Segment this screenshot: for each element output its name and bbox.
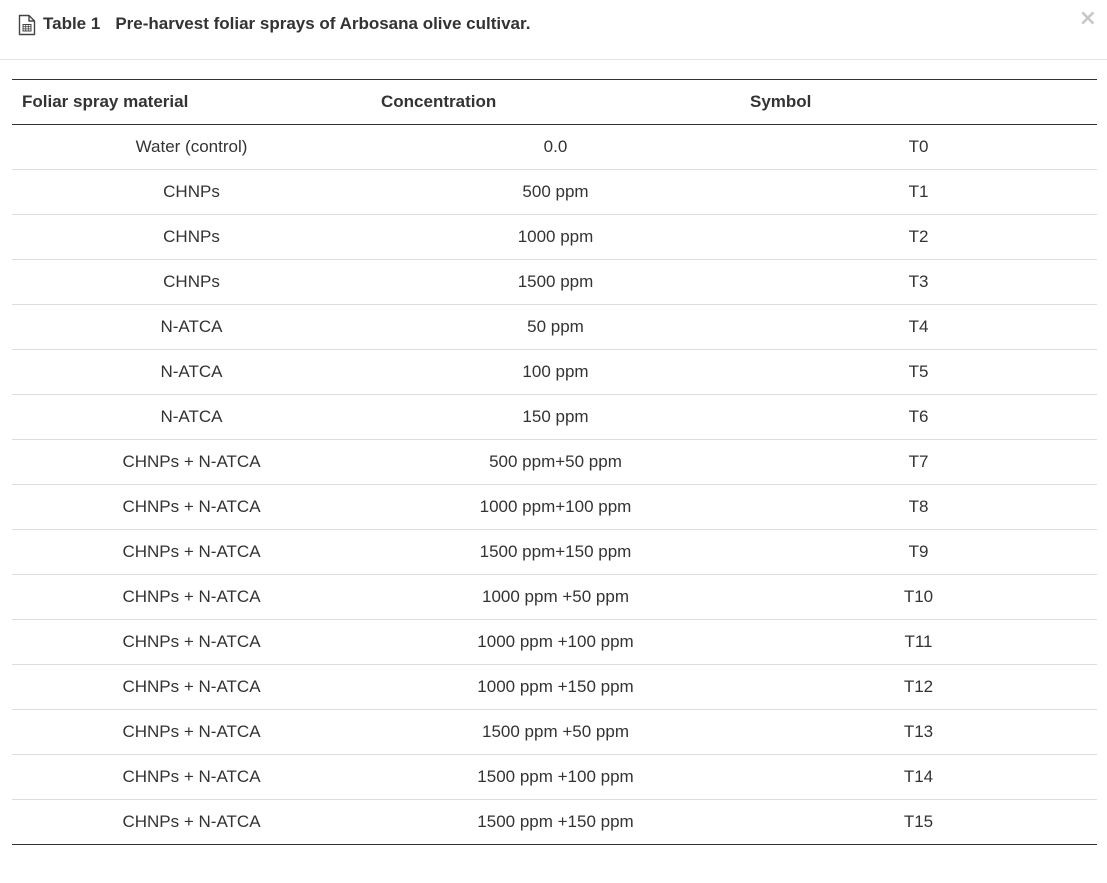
table-row <box>12 305 1097 350</box>
cell-concentration: 500 ppm+50 ppm <box>489 452 622 471</box>
cell-concentration: 1500 ppm +150 ppm <box>477 812 634 831</box>
cell-material: CHNPs + N-ATCA <box>122 677 261 696</box>
cell-concentration: 1000 ppm+100 ppm <box>479 497 632 516</box>
cell-concentration: 1500 ppm <box>517 272 594 291</box>
cell-concentration: 1000 ppm +50 ppm <box>482 587 629 606</box>
cell-symbol: T12 <box>903 677 934 696</box>
cell-concentration: 0.0 <box>543 137 568 156</box>
cell-material: CHNPs <box>163 227 220 246</box>
cell-symbol: T4 <box>908 317 929 336</box>
cell-symbol: T9 <box>908 542 929 561</box>
cell-symbol: T1 <box>908 182 929 201</box>
cell-symbol: T8 <box>908 497 929 516</box>
close-button[interactable]: × <box>1078 6 1097 31</box>
table-row <box>12 755 1097 800</box>
cell-concentration: 500 ppm <box>522 182 589 201</box>
table-row <box>12 395 1097 440</box>
cell-concentration: 100 ppm <box>522 362 589 381</box>
cell-concentration: 1000 ppm +150 ppm <box>477 677 634 696</box>
column-header-material: Foliar spray material <box>22 92 189 111</box>
table-row <box>12 125 1097 170</box>
cell-material: CHNPs + N-ATCA <box>122 452 261 471</box>
cell-material: Water (control) <box>135 137 248 156</box>
cell-symbol: T10 <box>903 587 934 606</box>
dialog-header <box>0 0 1107 60</box>
cell-symbol: T3 <box>908 272 929 291</box>
table-row <box>12 800 1097 845</box>
table-row <box>12 440 1097 485</box>
table-row <box>12 530 1097 575</box>
cell-symbol: T2 <box>908 227 929 246</box>
table-row <box>12 620 1097 665</box>
cell-material: N-ATCA <box>160 407 223 426</box>
column-header-concentration: Concentration <box>381 92 497 111</box>
table-row <box>12 575 1097 620</box>
cell-symbol: T13 <box>903 722 934 741</box>
cell-material: CHNPs + N-ATCA <box>122 497 261 516</box>
cell-concentration: 1500 ppm+150 ppm <box>479 542 632 561</box>
cell-material: CHNPs + N-ATCA <box>122 767 261 786</box>
cell-concentration: 1000 ppm +100 ppm <box>477 632 634 651</box>
cell-material: CHNPs <box>163 182 220 201</box>
cell-material: CHNPs + N-ATCA <box>122 542 261 561</box>
cell-symbol: T15 <box>903 812 934 831</box>
cell-symbol: T14 <box>903 767 934 786</box>
data-table <box>12 79 1097 845</box>
cell-symbol: T0 <box>908 137 929 156</box>
table-row <box>12 170 1097 215</box>
table-row <box>12 350 1097 395</box>
table-title <box>43 14 530 34</box>
cell-material: CHNPs + N-ATCA <box>122 587 261 606</box>
cell-symbol: T5 <box>908 362 929 381</box>
table-row <box>12 215 1097 260</box>
cell-symbol: T7 <box>908 452 929 471</box>
table-row <box>12 260 1097 305</box>
table-label: Table 1 <box>43 14 101 33</box>
cell-material: CHNPs + N-ATCA <box>122 722 261 741</box>
table-caption: Pre-harvest foliar sprays of Arbosana olive cultivar. <box>115 14 531 33</box>
cell-concentration: 1500 ppm +50 ppm <box>482 722 629 741</box>
cell-material: CHNPs <box>163 272 220 291</box>
cell-concentration: 1000 ppm <box>517 227 594 246</box>
document-icon <box>18 14 36 36</box>
table-row <box>12 710 1097 755</box>
cell-concentration: 150 ppm <box>522 407 589 426</box>
cell-material: N-ATCA <box>160 317 223 336</box>
cell-material: N-ATCA <box>160 362 223 381</box>
cell-symbol: T6 <box>908 407 929 426</box>
table-header-row <box>12 80 1097 125</box>
cell-material: CHNPs + N-ATCA <box>122 632 261 651</box>
cell-material: CHNPs + N-ATCA <box>122 812 261 831</box>
table-body <box>12 125 1097 845</box>
table-row <box>12 665 1097 710</box>
column-header-symbol: Symbol <box>750 92 812 111</box>
cell-concentration: 50 ppm <box>527 317 584 336</box>
table-row <box>12 485 1097 530</box>
data-table-container <box>12 79 1097 845</box>
cell-concentration: 1500 ppm +100 ppm <box>477 767 634 786</box>
cell-symbol: T11 <box>904 632 933 651</box>
